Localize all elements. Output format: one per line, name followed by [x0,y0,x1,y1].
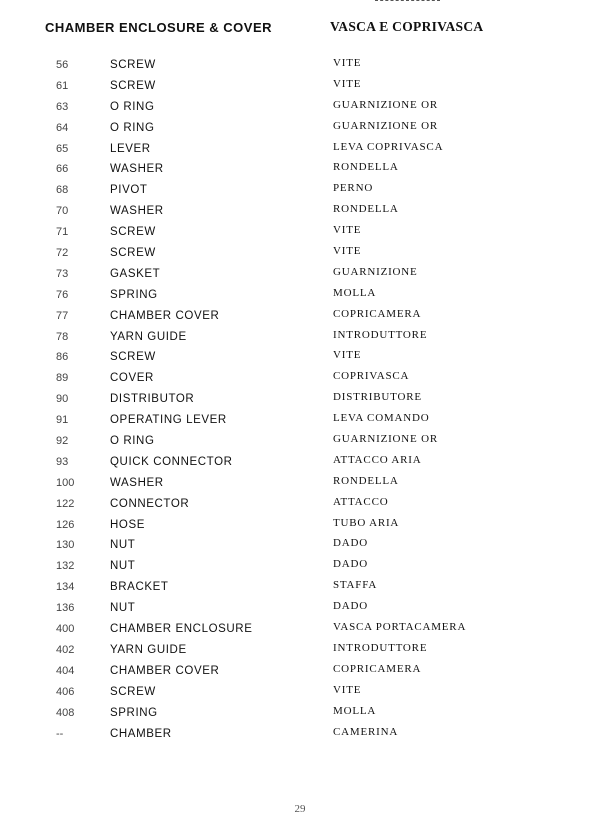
part-name-english: GASKET [110,267,161,280]
part-name-english: SCREW [110,79,156,92]
part-name-english: NUT [110,602,136,615]
part-name-english: LEVER [110,142,151,155]
part-name-english: YARN GUIDE [110,330,187,343]
part-number: 65 [56,142,69,155]
part-number: 71 [56,226,69,239]
part-name-english: CHAMBER [110,727,172,740]
part-number: 406 [56,685,75,698]
part-name-english: CHAMBER COVER [110,664,220,677]
part-name-english: YARN GUIDE [110,643,187,656]
part-name-italian: DADO [333,600,368,613]
part-name-english: NUT [110,539,136,552]
part-row [0,370,600,391]
part-name-italian: STAFFA [333,579,378,592]
part-row [0,642,600,663]
part-row [0,684,600,705]
part-number: 68 [56,184,69,197]
part-name-english: OPERATING LEVER [110,414,227,427]
part-name-italian: VITE [333,57,362,69]
part-name-italian: VITE [333,77,362,90]
part-number: 130 [56,539,75,552]
part-row [0,621,600,642]
part-number: 126 [56,518,75,531]
part-row [0,705,600,726]
part-row [0,433,600,454]
part-number: 134 [56,581,75,594]
part-name-italian: RONDELLA [333,161,399,174]
part-name-english: CHAMBER ENCLOSURE [110,623,253,636]
part-number: 122 [56,497,75,510]
part-name-english: BRACKET [110,581,169,594]
part-row [0,245,600,266]
part-row [0,161,600,182]
part-row [0,203,600,224]
part-number: 404 [56,664,75,677]
part-name-italian: GUARNIZIONE OR [333,98,438,111]
part-number: 132 [56,560,75,573]
section-title-english: CHAMBER ENCLOSURE & COVER [45,20,273,35]
part-name-italian: ATTACCO ARIA [333,453,422,466]
part-name-italian: DISTRIBUTORE [333,391,422,404]
part-number: 92 [56,435,69,448]
part-number: 89 [56,372,69,385]
part-name-english: SCREW [110,226,156,239]
part-name-english: O RING [110,121,155,134]
part-name-english: CHAMBER COVER [110,309,220,322]
section-title-italian: VASCA E COPRIVASCA [330,19,484,34]
part-row [0,287,600,308]
part-name-italian: RONDELLA [333,203,399,216]
part-row [0,266,600,287]
part-number: 136 [56,602,75,615]
part-number: 63 [56,100,69,113]
part-number: 86 [56,351,69,364]
part-row [0,663,600,684]
part-number: 408 [56,706,75,719]
part-row [0,537,600,558]
part-number: 77 [56,309,69,322]
part-name-italian: MOLLA [333,286,377,299]
part-name-english: HOSE [110,518,145,531]
part-row [0,600,600,621]
part-name-italian: CAMERINA [333,725,399,738]
part-name-italian: VITE [333,245,362,258]
part-name-italian: COPRIVASCA [333,370,410,383]
part-name-italian: DADO [333,558,368,571]
part-row [0,579,600,600]
part-row [0,329,600,350]
part-name-english: WASHER [110,163,164,176]
part-name-english: SPRING [110,288,158,301]
part-name-english: DISTRIBUTOR [110,393,195,406]
part-name-italian: RONDELLA [333,474,399,487]
part-row [0,308,600,329]
part-number: 66 [56,163,69,176]
part-name-italian: MOLLA [333,704,377,717]
part-number: 56 [56,59,69,71]
part-row [0,141,600,162]
part-name-italian: COPRICAMERA [333,662,422,675]
part-name-italian: GUARNIZIONE OR [333,433,438,446]
page-top-mark [375,0,440,4]
part-row [0,99,600,120]
part-name-italian: VITE [333,683,362,696]
part-row [0,517,600,538]
part-row [0,475,600,496]
part-number: 61 [56,79,69,92]
part-name-english: O RING [110,100,155,113]
part-name-italian: ATTACCO [333,495,389,508]
part-row [0,412,600,433]
page-number: 29 [294,803,306,815]
part-row [0,224,600,245]
part-name-english: SCREW [110,59,156,71]
part-name-italian: INTRODUTTORE [333,641,428,654]
part-row [0,182,600,203]
part-name-english: WASHER [110,205,164,218]
part-name-italian: DADO [333,537,368,550]
part-number: 91 [56,414,69,427]
part-row [0,496,600,517]
part-name-italian: PERNO [333,182,374,195]
part-row [0,558,600,579]
part-number: 100 [56,476,75,489]
part-name-italian: VITE [333,224,362,237]
part-name-english: O RING [110,435,155,448]
part-number: 90 [56,393,69,406]
part-name-italian: LEVA COPRIVASCA [333,140,444,153]
part-row [0,78,600,99]
part-number: -- [56,727,64,740]
part-row [0,57,600,78]
part-name-english: SCREW [110,351,156,364]
part-number: 76 [56,288,69,301]
part-row [0,391,600,412]
part-number: 72 [56,247,69,260]
part-name-english: CONNECTOR [110,497,190,510]
part-name-italian: GUARNIZIONE [333,265,418,278]
part-name-english: QUICK CONNECTOR [110,455,233,468]
part-name-italian: TUBO ARIA [333,516,400,529]
parts-list [0,57,600,746]
part-name-italian: COPRICAMERA [333,307,422,320]
part-row [0,726,600,747]
part-name-english: WASHER [110,476,164,489]
part-number: 400 [56,623,75,636]
part-number: 64 [56,121,69,134]
part-row [0,120,600,141]
part-name-english: SCREW [110,247,156,260]
part-name-english: COVER [110,372,154,385]
part-name-italian: INTRODUTTORE [333,328,428,341]
part-name-italian: VITE [333,349,362,362]
part-name-italian: GUARNIZIONE OR [333,119,438,132]
part-number: 402 [56,643,75,656]
part-name-english: PIVOT [110,184,148,197]
part-name-italian: LEVA COMANDO [333,412,430,425]
part-number: 93 [56,455,69,468]
part-number: 78 [56,330,69,343]
part-name-english: SPRING [110,706,158,719]
part-name-english: SCREW [110,685,156,698]
part-number: 73 [56,267,69,280]
part-name-english: NUT [110,560,136,573]
part-row [0,454,600,475]
part-name-italian: VASCA PORTACAMERA [333,621,467,634]
part-number: 70 [56,205,69,218]
part-row [0,349,600,370]
